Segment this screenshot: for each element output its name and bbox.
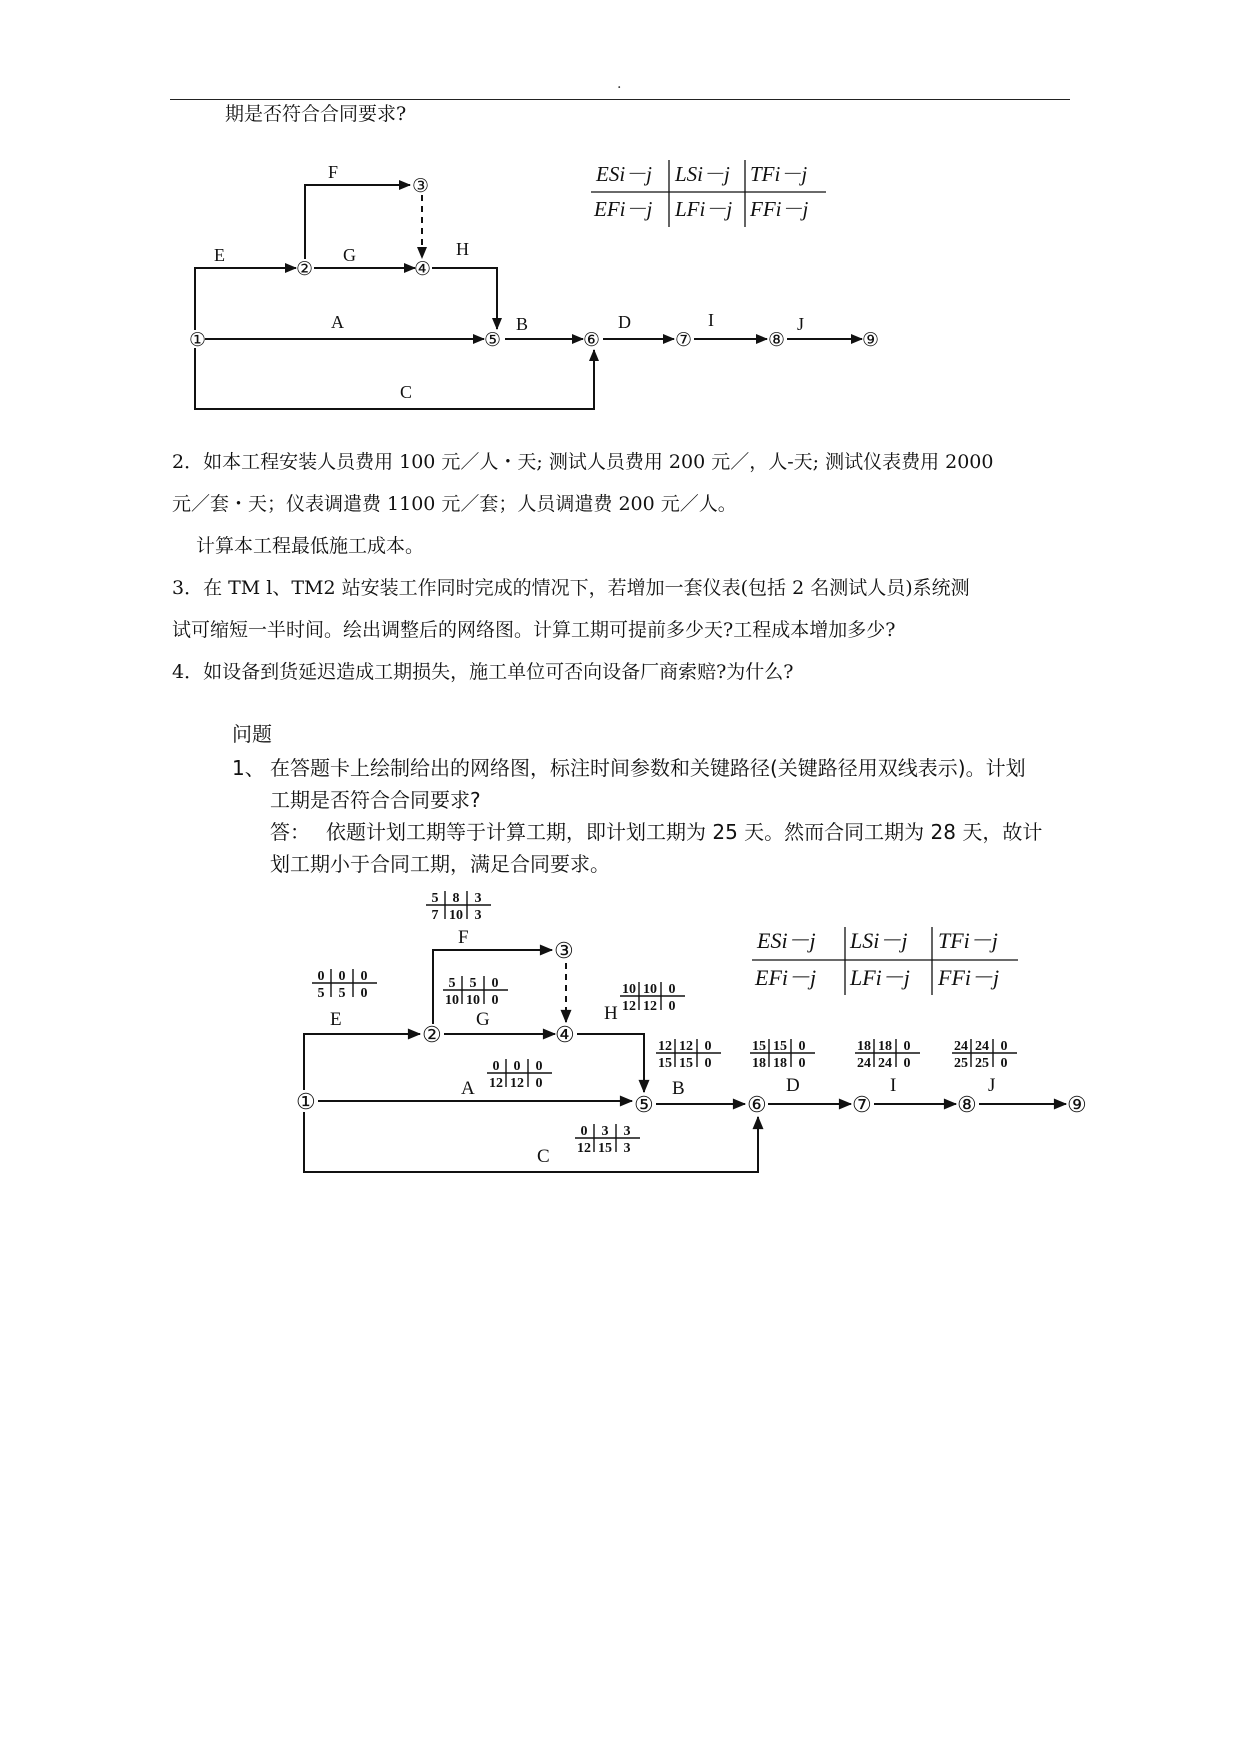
param-I-top-0: 18 (857, 1039, 871, 1054)
param-J-top-2: 0 (1000, 1039, 1008, 1054)
param-G-bottom-2: 0 (491, 993, 499, 1008)
param-D-bottom-0: 18 (752, 1056, 766, 1071)
param-A-bottom-1: 12 (510, 1076, 524, 1091)
param-block-B (656, 1039, 721, 1071)
node2-9: ⑨ (1067, 1092, 1087, 1117)
param-G-bottom-1: 10 (466, 993, 480, 1008)
param-block-I (855, 1039, 920, 1071)
param-F-bottom-2: 3 (474, 908, 482, 923)
legend-2 (754, 928, 999, 990)
param-H-bottom-2: 0 (668, 999, 676, 1014)
label-I: I (708, 310, 714, 330)
label2-E: E (330, 1009, 342, 1030)
param-block-E (312, 969, 377, 1001)
param-F-top-0: 5 (431, 891, 439, 906)
label-H: H (456, 239, 469, 259)
q2-line2: 元／套・天；仪表调遣费 1100 元／套；人员调遣费 200 元／人。 (172, 493, 737, 515)
intro-tail: 期是否符合合同要求? (225, 103, 407, 125)
param-A-bottom-2: 0 (535, 1076, 543, 1091)
param-F-bottom-0: 7 (431, 908, 439, 923)
svg-text:FFi－j: FFi－j (750, 197, 809, 221)
svg-text:LFi－j: LFi－j (675, 197, 733, 221)
param-E-top-2: 0 (360, 969, 368, 984)
param-block-H (620, 982, 685, 1014)
q2-line3: 计算本工程最低施工成本。 (196, 535, 425, 557)
label2-D: D (786, 1075, 800, 1096)
param-D-top-1: 15 (773, 1039, 787, 1054)
arrow2-C (304, 1112, 758, 1172)
label-D: D (618, 312, 631, 332)
label-E: E (214, 245, 225, 265)
param-block-D (750, 1039, 815, 1071)
label2-J: J (988, 1075, 996, 1096)
svg-text:LFi－j: LFi－j (850, 965, 910, 990)
node-1: ① (189, 330, 207, 351)
answer-label: 答： (270, 820, 310, 844)
param-C-top-0: 0 (580, 1124, 588, 1139)
param-A-top-2: 0 (535, 1059, 543, 1074)
label-F: F (328, 162, 339, 182)
param-C-bottom-0: 12 (577, 1141, 591, 1156)
param-D-bottom-2: 0 (798, 1056, 806, 1071)
param-I-bottom-1: 24 (878, 1056, 892, 1071)
node-7: ⑦ (675, 330, 693, 351)
param-G-top-0: 5 (448, 976, 456, 991)
param-block-C (575, 1124, 640, 1156)
arrow2-H (577, 1034, 644, 1092)
param-F-top-1: 8 (452, 891, 460, 906)
param-J-bottom-2: 0 (1000, 1056, 1008, 1071)
node-4: ④ (414, 259, 432, 280)
param-A-top-1: 0 (513, 1059, 521, 1074)
param-J-bottom-1: 25 (975, 1056, 989, 1071)
param-block-G (443, 976, 508, 1008)
param-E-bottom-1: 5 (338, 986, 346, 1001)
svg-text:EFi－j: EFi－j (755, 965, 817, 990)
param-H-top-0: 10 (622, 982, 636, 997)
param-B-top-1: 12 (679, 1039, 693, 1054)
param-J-bottom-0: 25 (954, 1056, 968, 1071)
arrow2-E (304, 1034, 420, 1090)
node2-4: ④ (555, 1022, 575, 1047)
label2-I: I (890, 1075, 897, 1096)
answer-q1-line1: 在答题卡上绘制给出的网络图，标注时间参数和关键路径(关键路径用双线表示)。计划 (270, 756, 1026, 780)
param-I-bottom-2: 0 (903, 1056, 911, 1071)
param-B-bottom-1: 15 (679, 1056, 693, 1071)
answer-heading: 问题 (232, 722, 272, 746)
param-C-top-2: 3 (623, 1124, 631, 1139)
param-H-top-2: 0 (668, 982, 676, 997)
node-6: ⑥ (583, 330, 601, 351)
param-B-top-2: 0 (704, 1039, 712, 1054)
param-B-bottom-0: 15 (658, 1056, 672, 1071)
label-G: G (343, 245, 356, 265)
param-A-bottom-0: 12 (489, 1076, 503, 1091)
node2-3: ③ (554, 938, 574, 963)
param-H-top-1: 10 (643, 982, 657, 997)
node2-7: ⑦ (852, 1092, 872, 1117)
node-8: ⑧ (768, 330, 786, 351)
q3-line1: 3．在 TM l、TM2 站安装工作同时完成的情况下，若增加一套仪表(包括 2 名测试人员)系统测 (172, 577, 970, 599)
svg-text:LSi－j: LSi－j (850, 928, 908, 953)
param-F-top-2: 3 (474, 891, 482, 906)
svg-text:TFi－j: TFi－j (750, 162, 808, 186)
time-parameter-labels (312, 891, 1017, 1156)
svg-text:ESi－j: ESi－j (757, 928, 816, 953)
param-G-top-2: 0 (491, 976, 499, 991)
q2-line1: 2．如本工程安装人员费用 100 元／人・天; 测试人员费用 200 元／，人-天; 测试仪表费用 2000 (172, 451, 994, 473)
node2-5: ⑤ (634, 1092, 654, 1117)
label-A: A (331, 312, 344, 332)
param-block-A (487, 1059, 552, 1091)
param-D-top-0: 15 (752, 1039, 766, 1054)
label-J: J (797, 314, 805, 334)
answer-q1-line2: 工期是否符合合同要求? (270, 788, 481, 812)
svg-text:TFi－j: TFi－j (938, 928, 998, 953)
answer-line1: 依题计划工期等于计算工期，即计划工期为 25 天。然而合同工期为 28 天，故计 (326, 820, 1043, 844)
param-D-top-2: 0 (798, 1039, 806, 1054)
label2-H: H (604, 1003, 618, 1024)
param-B-top-0: 12 (658, 1039, 672, 1054)
param-G-top-1: 5 (469, 976, 477, 991)
answer-q1-num: 1、 (232, 756, 265, 780)
param-C-top-1: 3 (601, 1124, 609, 1139)
param-D-bottom-1: 18 (773, 1056, 787, 1071)
param-J-top-0: 24 (954, 1039, 968, 1054)
param-E-top-1: 0 (338, 969, 346, 984)
svg-text:EFi－j: EFi－j (594, 197, 653, 221)
param-block-F (426, 891, 491, 923)
svg-text:ESi－j: ESi－j (596, 162, 652, 186)
node-9: ⑨ (862, 330, 880, 351)
param-F-bottom-1: 10 (449, 908, 463, 923)
answer-line2: 划工期小于合同工期，满足合同要求。 (270, 852, 610, 876)
q4-line1: 4．如设备到货延迟造成工期损失，施工单位可否向设备厂商索赔?为什么? (172, 661, 794, 683)
svg-text:LSi－j: LSi－j (675, 162, 730, 186)
param-B-bottom-2: 0 (704, 1056, 712, 1071)
svg-text:FFi－j: FFi－j (938, 965, 1000, 990)
node-5: ⑤ (484, 330, 502, 351)
node-3: ③ (412, 176, 430, 197)
node2-2: ② (422, 1022, 442, 1047)
param-J-top-1: 24 (975, 1039, 989, 1054)
param-I-bottom-0: 24 (857, 1056, 871, 1071)
label-B: B (516, 314, 529, 334)
param-G-bottom-0: 10 (445, 993, 459, 1008)
param-I-top-1: 18 (878, 1039, 892, 1054)
param-block-J (952, 1039, 1017, 1071)
param-C-bottom-1: 15 (598, 1141, 612, 1156)
param-H-bottom-1: 12 (643, 999, 657, 1014)
node-2: ② (296, 259, 314, 280)
label2-A: A (461, 1078, 475, 1099)
param-E-bottom-0: 5 (317, 986, 325, 1001)
param-A-top-0: 0 (492, 1059, 500, 1074)
label-C: C (400, 382, 413, 402)
param-I-top-2: 0 (903, 1039, 911, 1054)
node2-8: ⑧ (957, 1092, 977, 1117)
label2-F: F (458, 927, 469, 948)
label2-B: B (672, 1078, 685, 1099)
q3-line2: 试可缩短一半时间。绘出调整后的网络图。计算工期可提前多少天?工程成本增加多少? (172, 619, 896, 641)
node2-6: ⑥ (747, 1092, 767, 1117)
label2-C: C (537, 1146, 550, 1167)
param-H-bottom-0: 12 (622, 999, 636, 1014)
node2-1: ① (296, 1089, 316, 1114)
param-E-bottom-2: 0 (360, 986, 368, 1001)
param-C-bottom-2: 3 (623, 1141, 631, 1156)
param-E-top-0: 0 (317, 969, 325, 984)
label2-G: G (476, 1009, 490, 1030)
header-dot: . (617, 76, 622, 92)
